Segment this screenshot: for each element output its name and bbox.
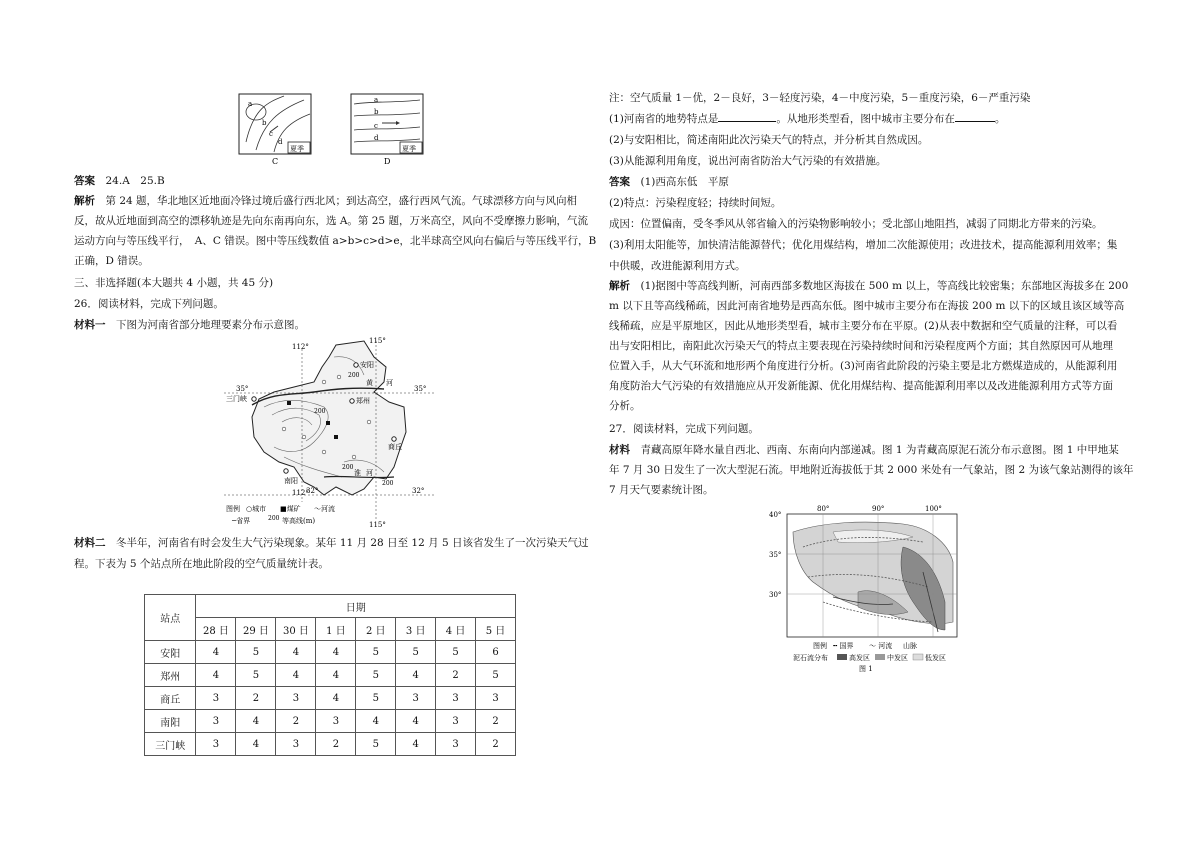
lat-label: 35° <box>236 385 249 393</box>
table-header-row <box>145 595 516 618</box>
fig-c-label: C <box>272 157 279 166</box>
aq-value-cell: 5 <box>356 641 396 664</box>
q1-part-b: 。从地形类型看，图中城市主要分布在 <box>776 113 955 125</box>
material-line <box>609 440 1137 460</box>
aq-value-cell: 4 <box>276 664 316 687</box>
legend-item: ─省界 <box>232 517 251 525</box>
legend-item: ○城市 <box>246 505 267 513</box>
aq-value-cell: 5 <box>356 664 396 687</box>
analysis-label: 解析 <box>609 280 630 292</box>
city-anyang: 安阳 <box>360 361 374 369</box>
fig-d-label: D <box>384 157 391 166</box>
question-2: (2)与安阳相比，简述南阳此次污染天气的特点，并分析其自然成因。 <box>609 134 929 146</box>
analysis-text-0: 第 24 题，华北地区近地面冷锋过境后盛行西北风；到达高空，盛行西风气流。气球漂移方向与风向相 <box>105 195 578 207</box>
tibet-legend-item: ╍ 国界 <box>833 642 854 650</box>
aq-value-cell: 4 <box>396 733 436 756</box>
legend-contour-value: 200 <box>268 515 280 522</box>
table-row <box>145 710 516 733</box>
aq-value-cell: 2 <box>436 664 476 687</box>
answer-26-line1 <box>609 172 729 192</box>
aq-value-cell: 3 <box>196 687 236 710</box>
date-cell: 5 日 <box>476 618 516 641</box>
city-nanyang: 南阳 <box>284 477 298 485</box>
q1-part-c: 。 <box>994 113 1006 125</box>
city-zhengzhou: 郑州 <box>356 397 370 405</box>
aq-value-cell: 3 <box>476 687 516 710</box>
aq-value-cell: 5 <box>436 641 476 664</box>
aq-value-cell: 4 <box>316 687 356 710</box>
answer-label: 答案 <box>609 176 630 188</box>
material1 <box>74 315 305 335</box>
section-heading: 三、非选择题(本大题共 4 小题，共 45 分) <box>74 277 274 289</box>
date-cell: 2 日 <box>356 618 396 641</box>
aq-value-cell: 4 <box>316 664 356 687</box>
analysis-line: 分析。 <box>609 400 641 412</box>
tibet-legend-item: 高发区 <box>849 654 870 662</box>
answer-text-1: (1)西高东低 平原 <box>640 176 729 188</box>
aq-value-cell: 4 <box>356 710 396 733</box>
material2-line-1: 程。下表为 5 个站点所在地此阶段的空气质量统计表。 <box>74 558 329 570</box>
table-body <box>145 641 516 756</box>
table-row <box>145 664 516 687</box>
analysis-line: 位置入手，从大气环流和地形两个角度进行分析。(3)河南省此阶段的污染主要是北方燃煤造成的，从能源利用 <box>609 360 1118 372</box>
material-text-0: 青藏高原年降水量自西北、西南、东南向内部递减。图 1 为青藏高原泥石流分布示意图。图 1 中甲地某 <box>630 444 1119 456</box>
figure-d <box>351 94 423 166</box>
analysis-line: 正确，D 错误。 <box>74 255 149 267</box>
question-1 <box>609 109 1005 129</box>
river-label-he2: 河 <box>366 469 373 477</box>
fig-d-letter-a: a <box>374 96 379 104</box>
analysis-label: 解析 <box>74 195 95 207</box>
aq-value-cell: 2 <box>476 733 516 756</box>
contour-value: 200 <box>348 372 360 379</box>
aq-value-cell: 3 <box>396 687 436 710</box>
analysis-26 <box>609 276 1137 416</box>
date-cell: 28 日 <box>196 618 236 641</box>
fig-c-letter-b: b <box>262 119 267 127</box>
material-line: 年 7 月 30 日发生了一次大型泥石流。甲地附近海拔低于其 2 000 米处有一气象站，图 2 为该气象站测得的该年 <box>609 464 1134 476</box>
fig-c-letter-d: d <box>278 138 283 146</box>
lon-label: 112° <box>292 489 309 497</box>
lat-label: 35° <box>414 385 427 393</box>
aq-value-cell: 6 <box>476 641 516 664</box>
material-27 <box>609 440 1137 500</box>
city-sanmenxia: 三门峡 <box>226 395 247 403</box>
legend-title: 图例 <box>226 505 240 513</box>
material-label: 材料 <box>609 444 630 456</box>
lon-label: 112° <box>292 343 309 351</box>
air-quality-note: 注：空气质量 1－优，2－良好，3－轻度污染，4－中度污染，5－重度污染，6－严重污染 <box>609 92 1031 104</box>
tibet-legend-item: 中发区 <box>887 654 908 662</box>
aq-value-cell: 4 <box>236 710 276 733</box>
material2-label: 材料二 <box>74 537 106 549</box>
answer-blank-2[interactable] <box>955 110 995 122</box>
isobar-figures-cd <box>234 92 464 168</box>
table-row <box>145 687 516 710</box>
answer-26-line2: (2)特点：污染程度轻；持续时间短。 <box>609 197 782 209</box>
city-shangqiu: 商丘 <box>388 443 402 451</box>
aq-value-cell: 3 <box>436 687 476 710</box>
aq-value-cell: 3 <box>316 710 356 733</box>
tibet-legend-item: 〜 河流 <box>869 642 893 650</box>
legend-item: 等高线(m) <box>282 517 316 525</box>
analysis-line <box>609 276 1137 296</box>
aq-value-cell: 4 <box>276 641 316 664</box>
tibet-lat-label: 35° <box>769 551 782 559</box>
station-name-cell: 安阳 <box>145 641 196 664</box>
aq-value-cell: 3 <box>196 733 236 756</box>
q26-intro: 26．阅读材料，完成下列问题。 <box>74 298 224 310</box>
aq-value-cell: 3 <box>196 710 236 733</box>
analysis-line: m 以下且等高线稀疏，因此河南省地势是西高东低。图中城市主要分布在海拔 200 m 以下的区域且该区域等高 <box>609 300 1125 312</box>
tibet-legend-item: 山脉 <box>903 642 917 650</box>
fig-d-letter-d: d <box>374 134 379 142</box>
material2-text-0: 冬半年，河南省有时会发生大气污染现象。某年 11 月 28 日至 12 月 5 日该省发生了一次污染天气过 <box>105 537 589 549</box>
q1-part-a: (1)河南省的地势特点是 <box>609 113 719 125</box>
contour-value: 200 <box>342 464 354 471</box>
tibet-lat-label: 30° <box>769 591 782 599</box>
analysis-line: 运动方向与等压线平行， A、C 错误。图中等压线数值 a>b>c>d>e，北半球高空风向右偏后与等压线平行，B <box>74 235 597 247</box>
answer-label: 答案 <box>74 175 95 187</box>
legend-item: 〜河流 <box>314 505 335 513</box>
q27-intro: 27．阅读材料，完成下列问题。 <box>609 423 759 435</box>
material1-text: 下图为河南省部分地理要素分布示意图。 <box>105 319 305 331</box>
table-row <box>145 641 516 664</box>
river-label-huang: 黄 <box>366 379 373 387</box>
lon-label: 115° <box>369 521 386 529</box>
station-name-cell: 郑州 <box>145 664 196 687</box>
aq-value-cell: 5 <box>476 664 516 687</box>
tibet-lon-label: 100° <box>925 505 942 513</box>
answer-26-line4: (3)利用太阳能等，加快清洁能源替代；优化用煤结构，增加二次能源使用；改进技术，提高能源利用效率；集 <box>609 239 1118 251</box>
fig-d-letter-b: b <box>374 108 379 116</box>
figure-caption: 图 1 <box>859 665 873 673</box>
tibet-debris-map <box>763 502 963 674</box>
material2-line-0 <box>74 533 602 553</box>
date-cell: 1 日 <box>316 618 356 641</box>
map-legend <box>226 504 335 525</box>
aq-value-cell: 2 <box>276 710 316 733</box>
river-label-he1: 河 <box>386 379 393 387</box>
answer-26-line5: 中供暖，改进能源利用方式。 <box>609 260 746 272</box>
henan-map <box>224 337 444 529</box>
aq-value-cell: 5 <box>236 664 276 687</box>
question-3: (3)从能源利用角度，说出河南省防治大气污染的有效措施。 <box>609 155 887 167</box>
aq-value-cell: 2 <box>316 733 356 756</box>
answer-text: 24.A 25.B <box>105 175 165 187</box>
tibet-lon-label: 80° <box>817 505 830 513</box>
answer-24-25 <box>74 171 165 191</box>
analysis-24-25 <box>74 191 602 271</box>
aq-value-cell: 5 <box>396 641 436 664</box>
analysis-line: 出与安阳相比，南阳此次污染天气的特点主要表现在污染持续时间和污染程度两个方面；其自然原因可从地理 <box>609 340 1113 352</box>
aq-value-cell: 4 <box>316 641 356 664</box>
date-cell: 4 日 <box>436 618 476 641</box>
tibet-lat-label: 40° <box>769 511 782 519</box>
date-row <box>145 618 516 641</box>
analysis-line <box>74 191 602 211</box>
aq-value-cell: 4 <box>196 641 236 664</box>
tibet-legend-title: 图例 <box>813 642 827 650</box>
aq-value-cell: 5 <box>236 641 276 664</box>
aq-value-cell: 3 <box>276 687 316 710</box>
province-outline <box>252 341 406 495</box>
analysis-line: 反，故从近地面到高空的漂移轨迹是先向东南再向东，选 A。第 25 题，万米高空，风向不受摩擦力影响，气流 <box>74 215 588 227</box>
river-label-huai: 淮 <box>354 469 361 477</box>
legend-item: ■煤矿 <box>280 505 301 513</box>
station-name-cell: 三门峡 <box>145 733 196 756</box>
aq-value-cell: 4 <box>196 664 236 687</box>
contour-value: 200 <box>314 408 326 415</box>
fig-c-letter-c: c <box>269 130 273 138</box>
aq-value-cell: 5 <box>356 687 396 710</box>
table-row <box>145 733 516 756</box>
tibet-lon-label: 90° <box>872 505 885 513</box>
fig-c-season: 夏季 <box>290 145 304 153</box>
aq-value-cell: 4 <box>396 664 436 687</box>
aq-value-cell: 4 <box>236 733 276 756</box>
figure-c <box>239 94 311 166</box>
date-cell: 3 日 <box>396 618 436 641</box>
aq-value-cell: 5 <box>356 733 396 756</box>
material1-label: 材料一 <box>74 319 106 331</box>
tibet-legend-row2-label: 泥石流分布 <box>793 654 828 662</box>
aq-value-cell: 3 <box>436 710 476 733</box>
station-name-cell: 南阳 <box>145 710 196 733</box>
date-cell: 29 日 <box>236 618 276 641</box>
station-header: 站点 <box>145 595 196 641</box>
aq-value-cell: 2 <box>236 687 276 710</box>
aq-value-cell: 3 <box>276 733 316 756</box>
answer-26-line3: 成因：位置偏南，受冬季风从邻省输入的污染物影响较小；受北部山地阻挡，减弱了同期北方带来的污染。 <box>609 218 1103 230</box>
analysis-line: 角度防治大气污染的有效措施应从开发新能源、优化用煤结构、提高能源利用率以及改进能源利用方式等方面 <box>609 380 1113 392</box>
aq-value-cell: 3 <box>436 733 476 756</box>
aq-value-cell: 2 <box>476 710 516 733</box>
material-line: 7 月天气要素统计图。 <box>609 484 714 496</box>
lat-label: 32° <box>412 487 425 495</box>
analysis-text-0: (1)据图中等高线判断，河南西部多数地区海拔在 500 m 以上，等高线比较密集；东部地区海拔多在 200 <box>640 280 1129 292</box>
date-header: 日期 <box>196 595 516 618</box>
fig-d-season: 夏季 <box>402 145 416 153</box>
air-quality-table <box>144 594 516 756</box>
station-name-cell: 商丘 <box>145 687 196 710</box>
fig-c-letter-a: a <box>248 100 253 108</box>
contour-value: 200 <box>382 480 394 487</box>
fig-d-letter-c: c <box>374 122 378 130</box>
analysis-line: 线稀疏，应是平原地区，因此从地形类型看，城市主要分布在平原。(2)从表中数据和空气质量的注释，可以看 <box>609 320 1118 332</box>
date-cell: 30 日 <box>276 618 316 641</box>
answer-blank-1[interactable] <box>718 110 776 122</box>
tibet-legend-item: 低发区 <box>925 654 946 662</box>
lat-label: 32° <box>306 487 319 495</box>
aq-value-cell: 4 <box>396 710 436 733</box>
lon-label: 115° <box>369 337 386 345</box>
tibet-legend <box>793 641 946 662</box>
